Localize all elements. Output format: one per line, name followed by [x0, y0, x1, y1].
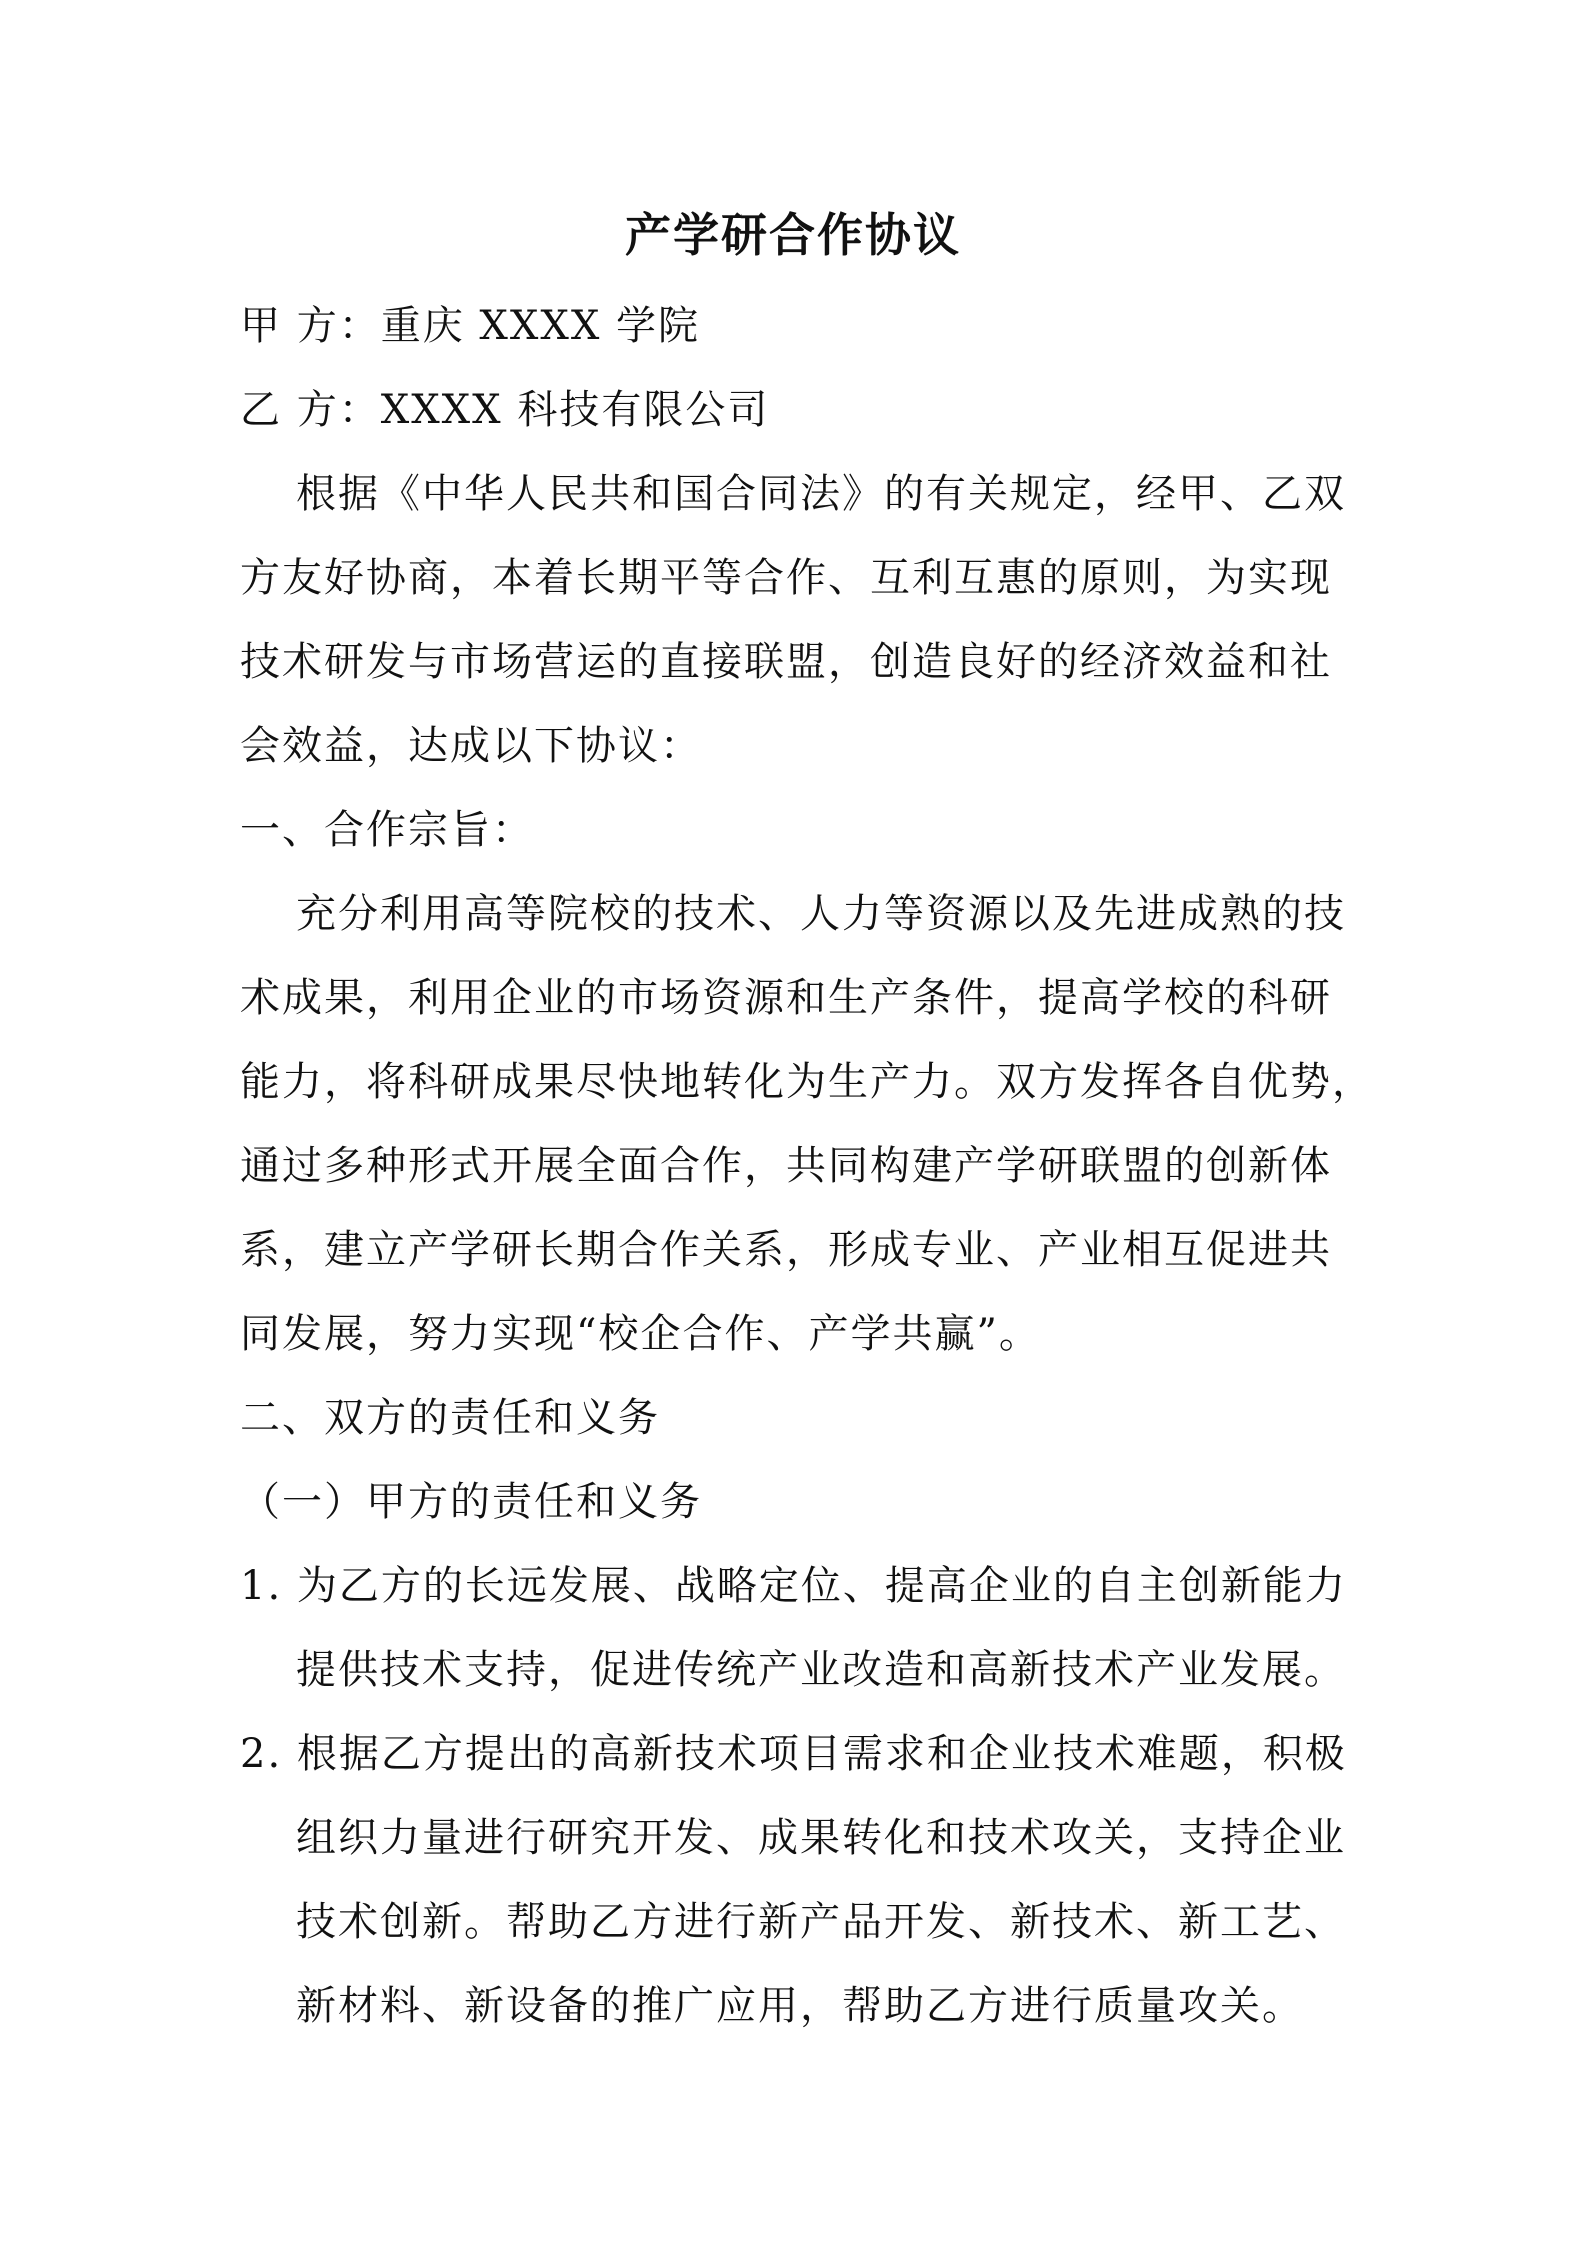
- party-a-line: 甲 方：重庆 XXXX 学院: [240, 303, 701, 349]
- document-title: 产学研合作协议: [625, 208, 961, 262]
- section1-body-line: 通过多种形式开展全面合作，共同构建产学研联盟的创新体: [240, 1143, 1332, 1189]
- section1-body-line: 充分利用高等院校的技术、人力等资源以及先进成熟的技: [296, 891, 1346, 937]
- party-b-line: 乙 方：XXXX 科技有限公司: [240, 387, 770, 433]
- list-item-2-line: 新材料、新设备的推广应用，帮助乙方进行质量攻关。: [296, 1983, 1304, 2029]
- section1-body-line: 系，建立产学研长期合作关系，形成专业、产业相互促进共: [240, 1227, 1332, 1273]
- list-item-2-line: 组织力量进行研究开发、成果转化和技术攻关，支持企业: [296, 1815, 1346, 1861]
- list-item-2-line: 2. 根据乙方提出的高新技术项目需求和企业技术难题，积极: [240, 1731, 1347, 1777]
- subsection-heading-party-a: （一）甲方的责任和义务: [240, 1479, 702, 1525]
- preamble-line: 技术研发与市场营运的直接联盟，创造良好的经济效益和社: [240, 639, 1332, 685]
- section1-body-line: 能力，将科研成果尽快地转化为生产力。双方发挥各自优势，: [240, 1059, 1374, 1105]
- list-item-1-line: 提供技术支持，促进传统产业改造和高新技术产业发展。: [296, 1647, 1346, 1693]
- preamble-line: 会效益，达成以下协议：: [240, 723, 702, 769]
- preamble-line: 根据《中华人民共和国合同法》的有关规定，经甲、乙双: [296, 471, 1346, 517]
- list-item-2-line: 技术创新。帮助乙方进行新产品开发、新技术、新工艺、: [296, 1899, 1346, 1945]
- section1-body-line: 术成果，利用企业的市场资源和生产条件，提高学校的科研: [240, 975, 1332, 1021]
- section1-body-line: 同发展，努力实现“校企合作、产学共赢”。: [240, 1311, 1041, 1357]
- list-item-1-line: 1. 为乙方的长远发展、战略定位、提高企业的自主创新能力: [240, 1563, 1347, 1609]
- preamble-line: 方友好协商，本着长期平等合作、互利互惠的原则，为实现: [240, 555, 1332, 601]
- section-heading-responsibilities: 二、双方的责任和义务: [240, 1395, 660, 1441]
- section-heading-purpose: 一、合作宗旨：: [240, 807, 534, 853]
